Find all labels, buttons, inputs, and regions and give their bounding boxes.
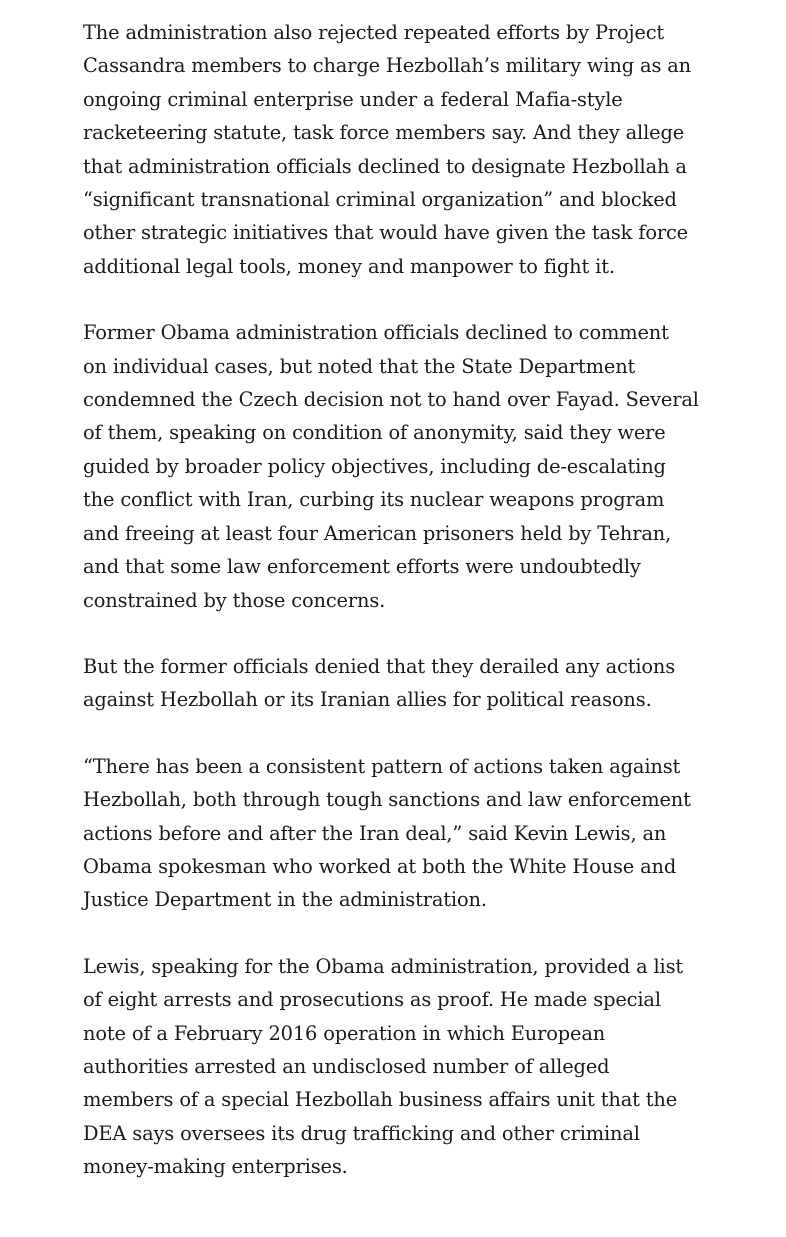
paragraph-1 (83, 16, 692, 283)
text-line: of them, speaking on condition of anonymity, said they were (83, 421, 666, 445)
text-line: constrained by those concerns. (83, 588, 386, 612)
text-line: and that some law enforcement efforts were undoubtedly (83, 555, 641, 579)
paragraph-spacer (83, 283, 683, 316)
text-line: actions before and after the Iran deal,” said Kevin Lewis, an (83, 821, 667, 845)
paragraph-spacer (83, 617, 683, 650)
text-line: guided by broader policy objectives, including de-escalating (83, 454, 666, 478)
text-line: the conflict with Iran, curbing its nuclear weapons program (83, 488, 665, 512)
paragraph-4 (83, 750, 691, 917)
article-body (83, 16, 699, 1184)
text-line: of eight arrests and prosecutions as proof. He made special (83, 988, 661, 1012)
text-line: money-making enterprises. (83, 1155, 348, 1179)
text-line: “significant transnational criminal organization” and blocked (83, 188, 677, 212)
text-line: Cassandra members to charge Hezbollah’s military wing as an (83, 54, 692, 78)
text-line: additional legal tools, money and manpower to fight it. (83, 254, 615, 278)
text-line: racketeering statute, task force members say. And they allege (83, 121, 685, 145)
paragraph-2 (83, 316, 699, 617)
text-line: Hezbollah, both through tough sanctions and law enforcement (83, 788, 691, 812)
text-line: and freeing at least four American prisoners held by Tehran, (83, 521, 672, 545)
text-line: on individual cases, but noted that the State Department (83, 354, 636, 378)
text-line: “There has been a consistent pattern of actions taken against (83, 754, 681, 778)
paragraph-spacer (83, 717, 683, 750)
paragraph-spacer (83, 917, 683, 950)
text-line: Obama spokesman who worked at both the White House and (83, 854, 677, 878)
text-line: DEA says oversees its drug trafficking and other criminal (83, 1121, 640, 1145)
paragraph-3 (83, 650, 683, 717)
text-line: Justice Department in the administration. (83, 888, 487, 912)
text-line: that administration officials declined to designate Hezbollah a (83, 154, 687, 178)
text-line: But the former officials denied that they derailed any actions (83, 654, 676, 678)
text-line: The administration also rejected repeated efforts by Project (83, 21, 665, 44)
paragraph-5 (83, 950, 683, 1184)
text-line: against Hezbollah or its Iranian allies for political reasons. (83, 688, 652, 712)
text-line: authorities arrested an undisclosed number of alleged (83, 1054, 610, 1078)
text-line: Lewis, speaking for the Obama administration, provided a list (83, 954, 684, 978)
text-line: members of a special Hezbollah business affairs unit that the (83, 1088, 678, 1112)
text-line: other strategic initiatives that would have given the task force (83, 221, 688, 245)
text-line: ongoing criminal enterprise under a federal Mafia-style (83, 87, 623, 111)
text-line: condemned the Czech decision not to hand over Fayad. Several (83, 388, 699, 412)
text-line: Former Obama administration officials declined to comment (83, 321, 669, 345)
text-line: note of a February 2016 operation in which European (83, 1021, 606, 1045)
